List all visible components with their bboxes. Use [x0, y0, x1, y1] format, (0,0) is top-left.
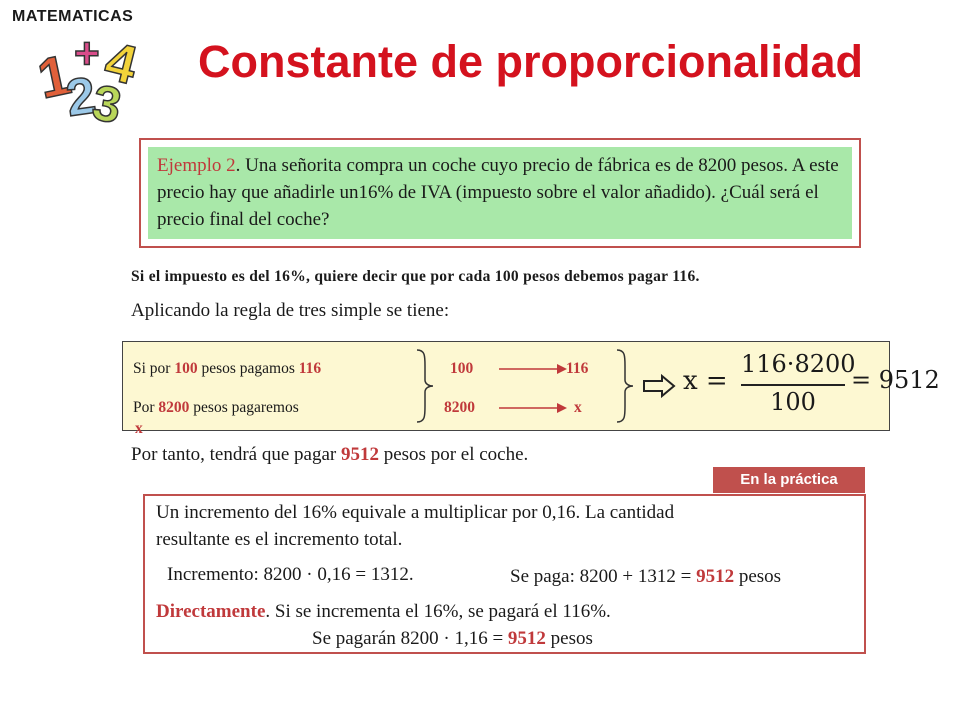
se-paga-line: Se paga: 8200 + 1312 = 9512 pesos [510, 566, 782, 587]
practice-line-2: resultante es el incremento total. [156, 529, 403, 550]
logo-digit-2: 2 [62, 66, 100, 129]
logo-digit-3: 3 [88, 74, 126, 134]
proportion-row-2: Por 8200 pesos pagaremos [133, 399, 299, 416]
arrow-top [499, 362, 567, 376]
page-title: Constante de proporcionalidad [198, 36, 864, 87]
right-col-x: x [574, 399, 582, 416]
proportion-box [122, 341, 940, 437]
fraction-bar [741, 384, 845, 386]
left-brace [413, 348, 437, 424]
example-text [148, 147, 852, 239]
proportion-row-1: Si por 100 pesos pagamos 116 [133, 360, 322, 377]
example-box [139, 138, 861, 248]
left-col-8200: 8200 [444, 399, 475, 416]
directamente-line: Directamente. Si se incrementa el 16%, se pagará el 116%. [156, 601, 611, 622]
practice-line-1: Un incremento del 16% equivale a multiplicar por 0,16. La cantidad [156, 502, 675, 523]
practice-box [143, 494, 866, 654]
implies-arrow-icon [642, 374, 676, 398]
arrow-bottom [499, 401, 567, 415]
impuesto-line: Si el impuesto es del 16%, quiere decir que por cada 100 pesos debemos pagar 116. [131, 268, 700, 285]
proportion-row-2-x: x [135, 420, 143, 437]
example-label: Ejemplo 2 [157, 155, 236, 176]
example-body: . Una señorita compra un coche cuyo precio de fábrica es de 8200 pesos. A este precio hay que añadirle un16% de IVA (impuesto sobre el valor añadido). ¿Cuál será el precio final del coche? [157, 155, 839, 230]
logo-digit-4: 4 [99, 30, 143, 97]
left-col-100: 100 [450, 360, 474, 377]
logo-word: MATEMATICAS [12, 8, 134, 25]
right-brace [613, 348, 637, 424]
formula-numerator: 116·8200 [741, 350, 856, 378]
therefore-line: Por tanto, tendrá que pagar 9512 pesos por el coche. [131, 444, 529, 465]
practice-tag: En la práctica [713, 467, 865, 493]
logo-digit-1: 1 [32, 42, 76, 111]
final-line: Se pagarán 8200 · 1,16 = 9512 pesos [312, 628, 593, 649]
formula-result: = 9512 [851, 366, 940, 394]
formula-denominator: 100 [770, 388, 816, 416]
incremento-line: Incremento: 8200 · 0,16 = 1312. [167, 564, 414, 585]
right-col-116: 116 [566, 360, 589, 377]
logo-plus-sign: + [74, 29, 100, 78]
formula-lhs: x = [683, 366, 728, 396]
regla-line: Aplicando la regla de tres simple se tiene: [131, 300, 450, 321]
